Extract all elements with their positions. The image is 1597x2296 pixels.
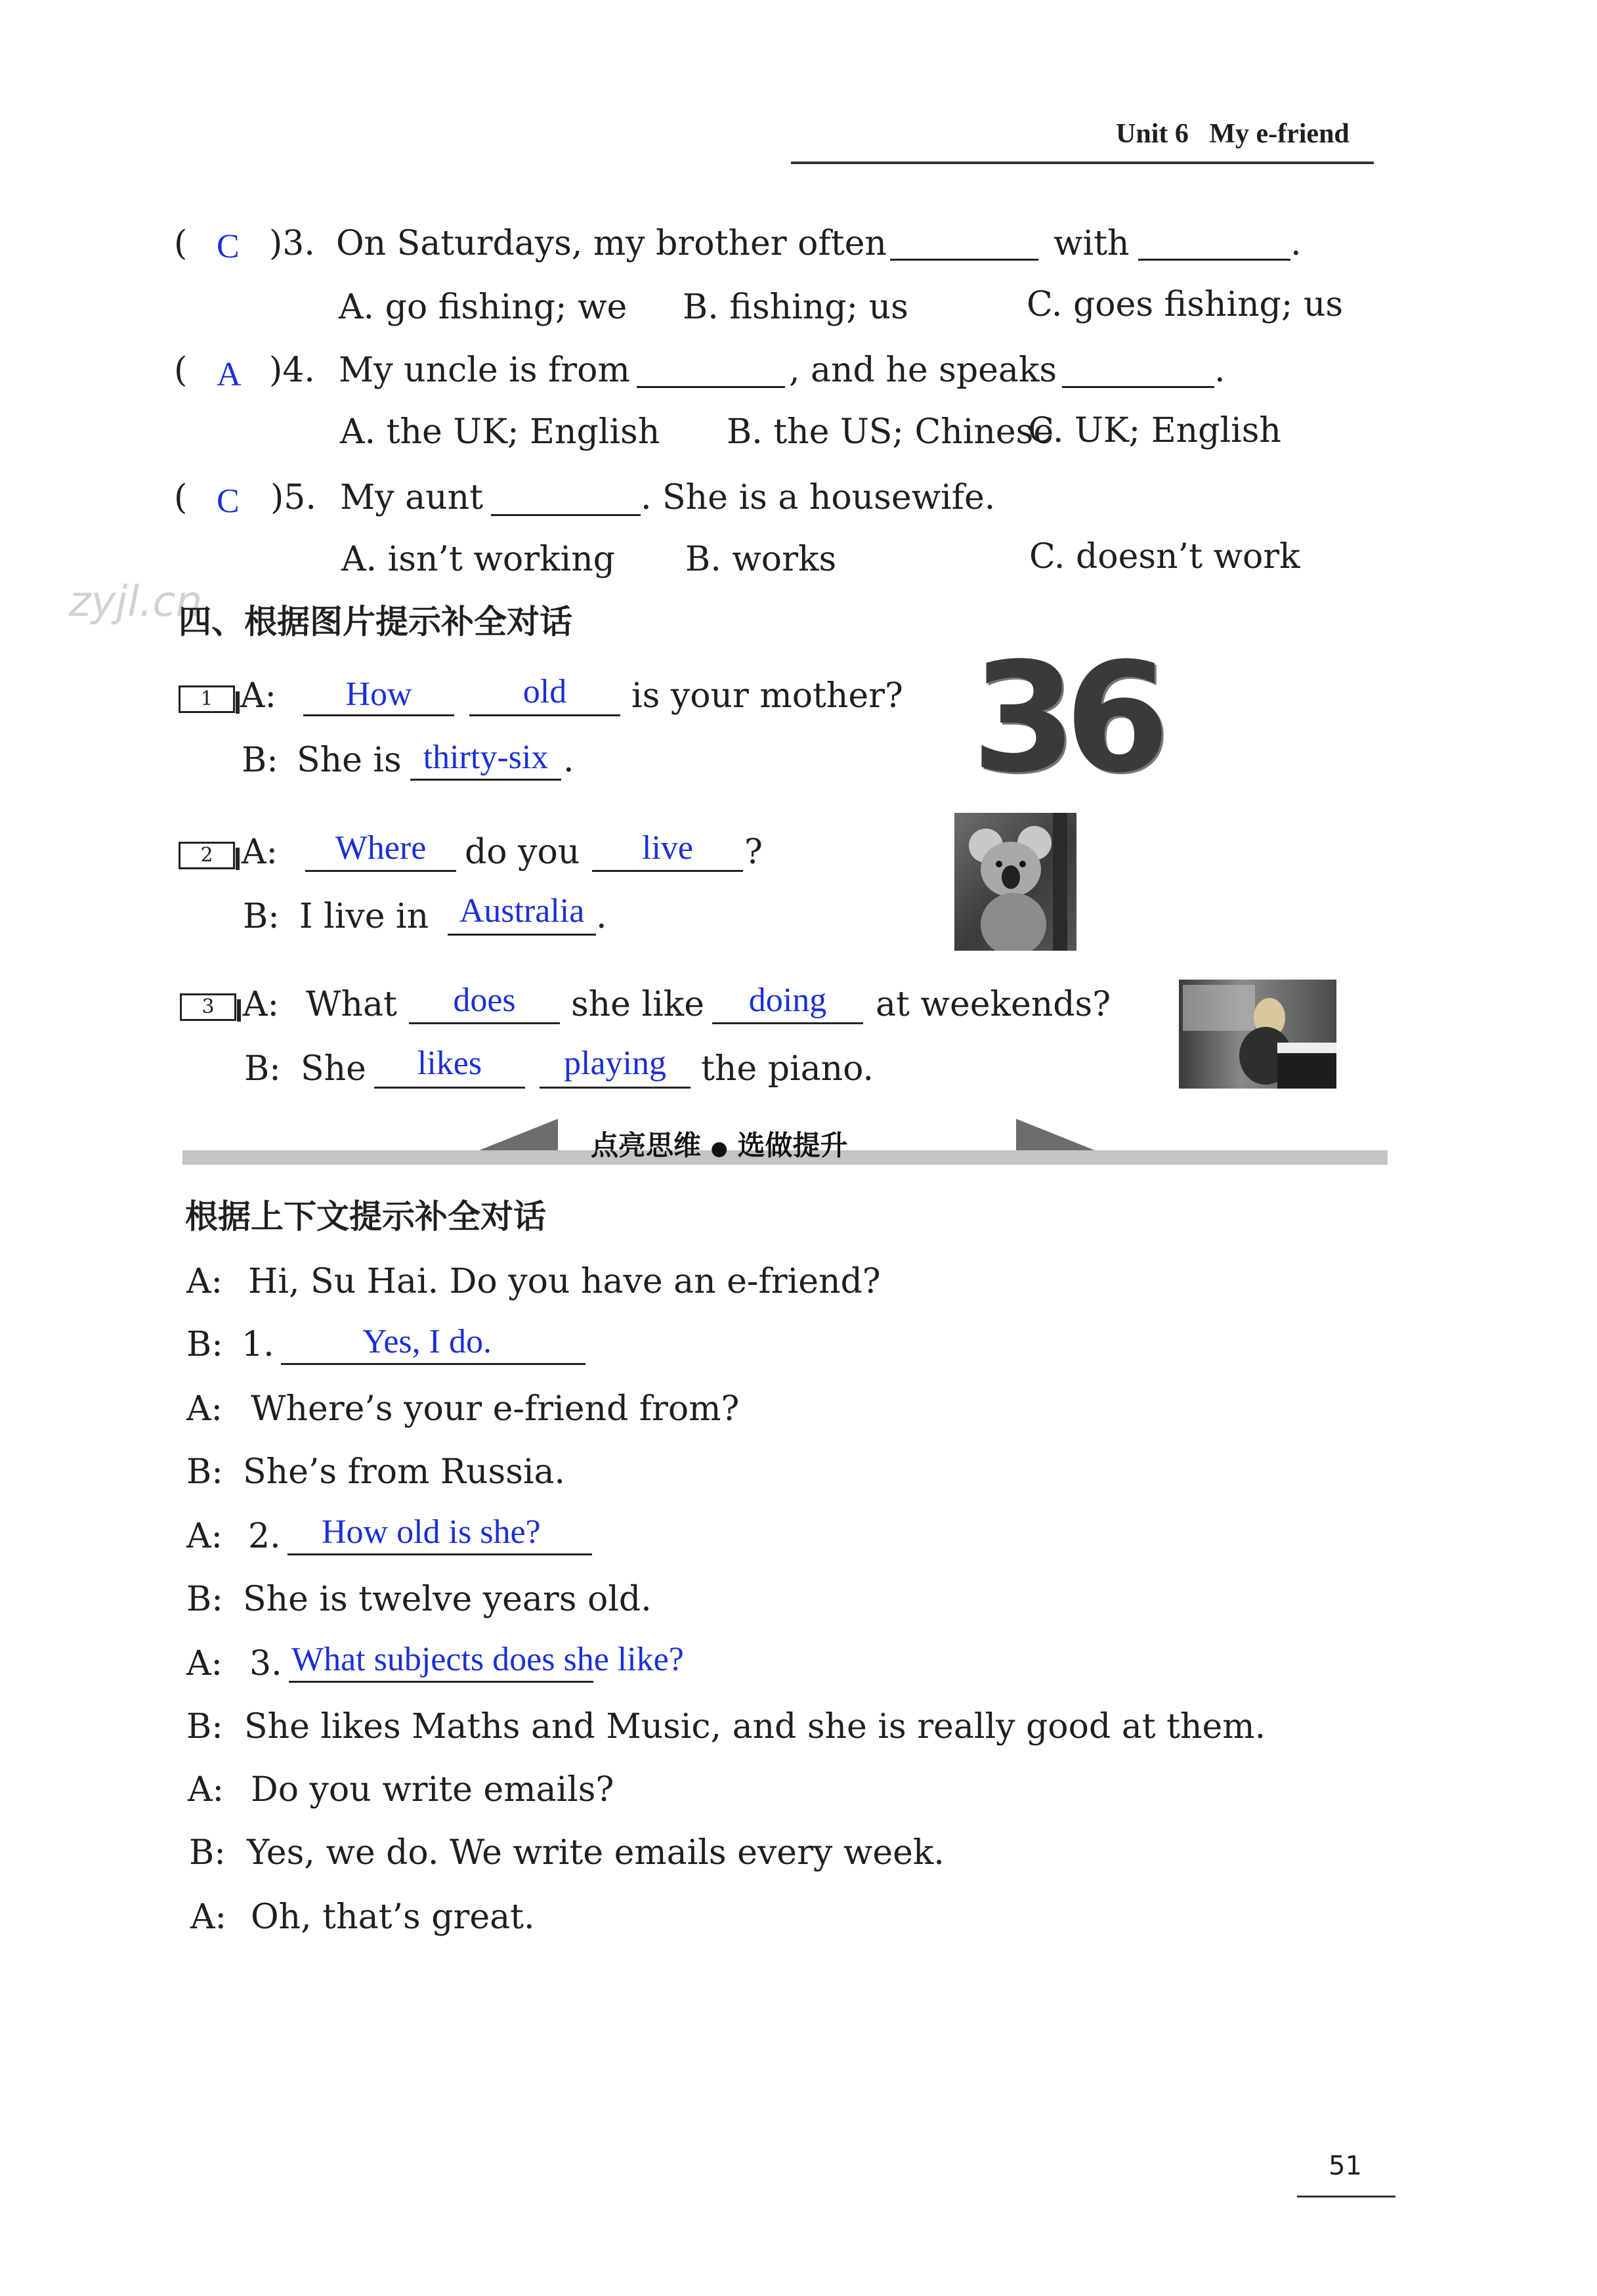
s5-blank-2 xyxy=(287,1553,592,1555)
qnum-q4: )4. xyxy=(269,351,315,390)
option-q3-b: B. fishing; us xyxy=(683,288,908,327)
d2-answer-1: Where xyxy=(335,829,427,867)
s5-answer-2: How old is she? xyxy=(322,1513,541,1551)
s5-line2-speaker: B: xyxy=(186,1325,223,1364)
d3-b-tail: the piano. xyxy=(701,1049,874,1089)
paren-open-q3: ( xyxy=(174,224,188,263)
s5-line4-text: She’s from Russia. xyxy=(243,1452,566,1492)
header-rule xyxy=(791,162,1374,164)
stem-q3-b: with xyxy=(1054,224,1130,263)
s5-line8-speaker: B: xyxy=(186,1707,223,1746)
s5-line3-speaker: A: xyxy=(186,1389,223,1429)
banner-label xyxy=(591,1124,847,1163)
banner-left-text: 点亮思维 xyxy=(591,1129,702,1161)
d1-a-label: A: xyxy=(240,676,277,716)
s5-line3-text: Where’s your e-friend from? xyxy=(251,1389,740,1429)
blank-q3-2 xyxy=(1138,259,1290,261)
stem-q4-b: , and he speaks xyxy=(789,351,1057,390)
answer-q3: C xyxy=(217,228,240,265)
d2-b-pre: I live in xyxy=(299,897,429,936)
s5-line5-num: 2. xyxy=(248,1517,281,1556)
s5-line5-speaker: A: xyxy=(186,1517,223,1556)
d3-a-label: A: xyxy=(243,985,280,1024)
option-q3-c: C. goes fishing; us xyxy=(1027,285,1344,324)
option-q4-b: B. the US; Chinese xyxy=(727,412,1054,452)
option-q4-c: C. UK; English xyxy=(1028,411,1281,450)
d1-blank-2 xyxy=(469,714,620,716)
s5-line11-speaker: A: xyxy=(190,1897,227,1937)
stem-q3-a: On Saturdays, my brother often xyxy=(336,224,887,263)
d1-answer-3: thirty-six xyxy=(423,739,549,776)
banner-arrow-left xyxy=(479,1119,558,1150)
d3-b-label: B: xyxy=(244,1049,281,1089)
s5-answer-1: Yes, I do. xyxy=(362,1323,492,1360)
s5-line7-num: 3. xyxy=(249,1644,282,1683)
d3-blank-1 xyxy=(409,1022,560,1024)
dialogue3-number: 3 xyxy=(180,993,236,1021)
qnum-q5: )5. xyxy=(270,478,316,517)
koala-icon xyxy=(954,813,1076,951)
d2-answer-2: live xyxy=(642,829,693,867)
s5-line6-speaker: B: xyxy=(186,1580,223,1619)
d1-answer-2: old xyxy=(522,673,567,710)
piano-icon xyxy=(1179,980,1336,1089)
s5-line8-text: She likes Maths and Music, and she is really good at them. xyxy=(244,1707,1266,1746)
d3-answer-2: doing xyxy=(748,982,827,1019)
s5-line10-speaker: B: xyxy=(189,1833,226,1873)
option-q5-c: C. doesn’t work xyxy=(1029,537,1300,576)
s5-line10-text: Yes, we do. We write emails every week. xyxy=(247,1833,945,1873)
d1-blank-3 xyxy=(410,779,561,781)
d3-blank-4 xyxy=(540,1087,691,1089)
banner-arrow-right xyxy=(1016,1119,1095,1150)
answer-q4: A xyxy=(217,356,242,393)
d3-a-mid: she like xyxy=(571,985,705,1024)
s5-line9-speaker: A: xyxy=(188,1770,224,1809)
s5-answer-3: What subjects does she like? xyxy=(291,1641,684,1678)
stem-q4-c: . xyxy=(1214,351,1225,390)
d3-blank-2 xyxy=(712,1022,863,1024)
stem-q5-b: . She is a housewife. xyxy=(641,478,996,517)
d2-b-label: B: xyxy=(243,897,280,936)
d2-answer-3: Australia xyxy=(459,892,585,930)
answer-q5: C xyxy=(217,483,240,520)
d2-blank-2 xyxy=(592,870,743,872)
paren-open-q4: ( xyxy=(174,351,188,390)
d3-answer-1: does xyxy=(453,982,516,1019)
section5-title: 根据上下文提示补全对话 xyxy=(185,1198,546,1236)
section4-title: 四、根据图片提示补全对话 xyxy=(179,603,572,641)
page-number: 51 xyxy=(1329,2151,1362,2181)
s5-line11-text: Oh, that’s great. xyxy=(251,1897,535,1937)
s5-line1-text: Hi, Su Hai. Do you have an e-friend? xyxy=(248,1262,881,1301)
s5-blank-1 xyxy=(281,1363,586,1365)
d2-a-end: ? xyxy=(744,833,763,872)
stem-q3-c: . xyxy=(1290,224,1302,263)
d2-a-label: A: xyxy=(242,833,278,872)
number-36-picture: 36 xyxy=(971,631,1159,806)
watermark: zyjl.cn xyxy=(69,578,203,626)
stem-q5-a: My aunt xyxy=(340,478,484,517)
banner-dot-icon: ● xyxy=(710,1137,728,1160)
d3-answer-4: playing xyxy=(564,1045,666,1082)
piano-image xyxy=(1179,980,1336,1089)
s5-line6-text: She is twelve years old. xyxy=(243,1580,652,1619)
blank-q3-1 xyxy=(890,259,1038,261)
unit-label: Unit 6 xyxy=(1116,119,1189,149)
d3-b-pre: She xyxy=(301,1049,366,1089)
s5-blank-3 xyxy=(289,1681,593,1683)
dialogue2-number: 2 xyxy=(179,842,235,869)
d3-a-tail: at weekends? xyxy=(876,985,1111,1024)
d1-answer-1: How xyxy=(345,676,412,713)
option-q4-a: A. the UK; English xyxy=(340,412,660,452)
blank-q5-1 xyxy=(491,514,641,516)
unit-title: My e-friend xyxy=(1209,119,1350,149)
s5-line7-speaker: A: xyxy=(186,1644,223,1683)
blank-q4-2 xyxy=(1062,386,1214,388)
running-header xyxy=(1116,118,1350,150)
d1-b-pre: She is xyxy=(297,741,402,780)
d2-b-end: . xyxy=(596,897,607,936)
d2-blank-3 xyxy=(448,934,596,936)
paren-open-q5: ( xyxy=(174,478,188,517)
page-number-rule xyxy=(1297,2196,1395,2198)
option-q3-a: A. go fishing; we xyxy=(339,288,628,327)
s5-line4-speaker: B: xyxy=(186,1452,223,1492)
koala-image xyxy=(954,813,1076,951)
d1-a-tail: is your mother? xyxy=(631,676,903,716)
option-q5-a: A. isn’t working xyxy=(341,540,615,579)
d2-blank-1 xyxy=(305,870,456,872)
d1-b-label: B: xyxy=(242,741,278,780)
qnum-q3: )3. xyxy=(269,224,315,263)
s5-line1-speaker: A: xyxy=(186,1262,223,1301)
blank-q4-1 xyxy=(637,386,785,388)
stem-q4-a: My uncle is from xyxy=(339,351,630,390)
d1-b-end: . xyxy=(563,741,574,780)
s5-line9-text: Do you write emails? xyxy=(251,1770,614,1809)
dialogue1-number: 1 xyxy=(179,685,235,713)
banner-right-text: 选做提升 xyxy=(737,1129,848,1161)
option-q5-b: B. works xyxy=(685,540,837,579)
d3-answer-3: likes xyxy=(417,1045,482,1082)
d1-blank-1 xyxy=(303,714,454,716)
s5-line2-num: 1. xyxy=(242,1325,274,1364)
d3-a-pre: What xyxy=(306,985,397,1024)
d3-blank-3 xyxy=(374,1087,525,1089)
d2-a-mid: do you xyxy=(465,833,580,872)
